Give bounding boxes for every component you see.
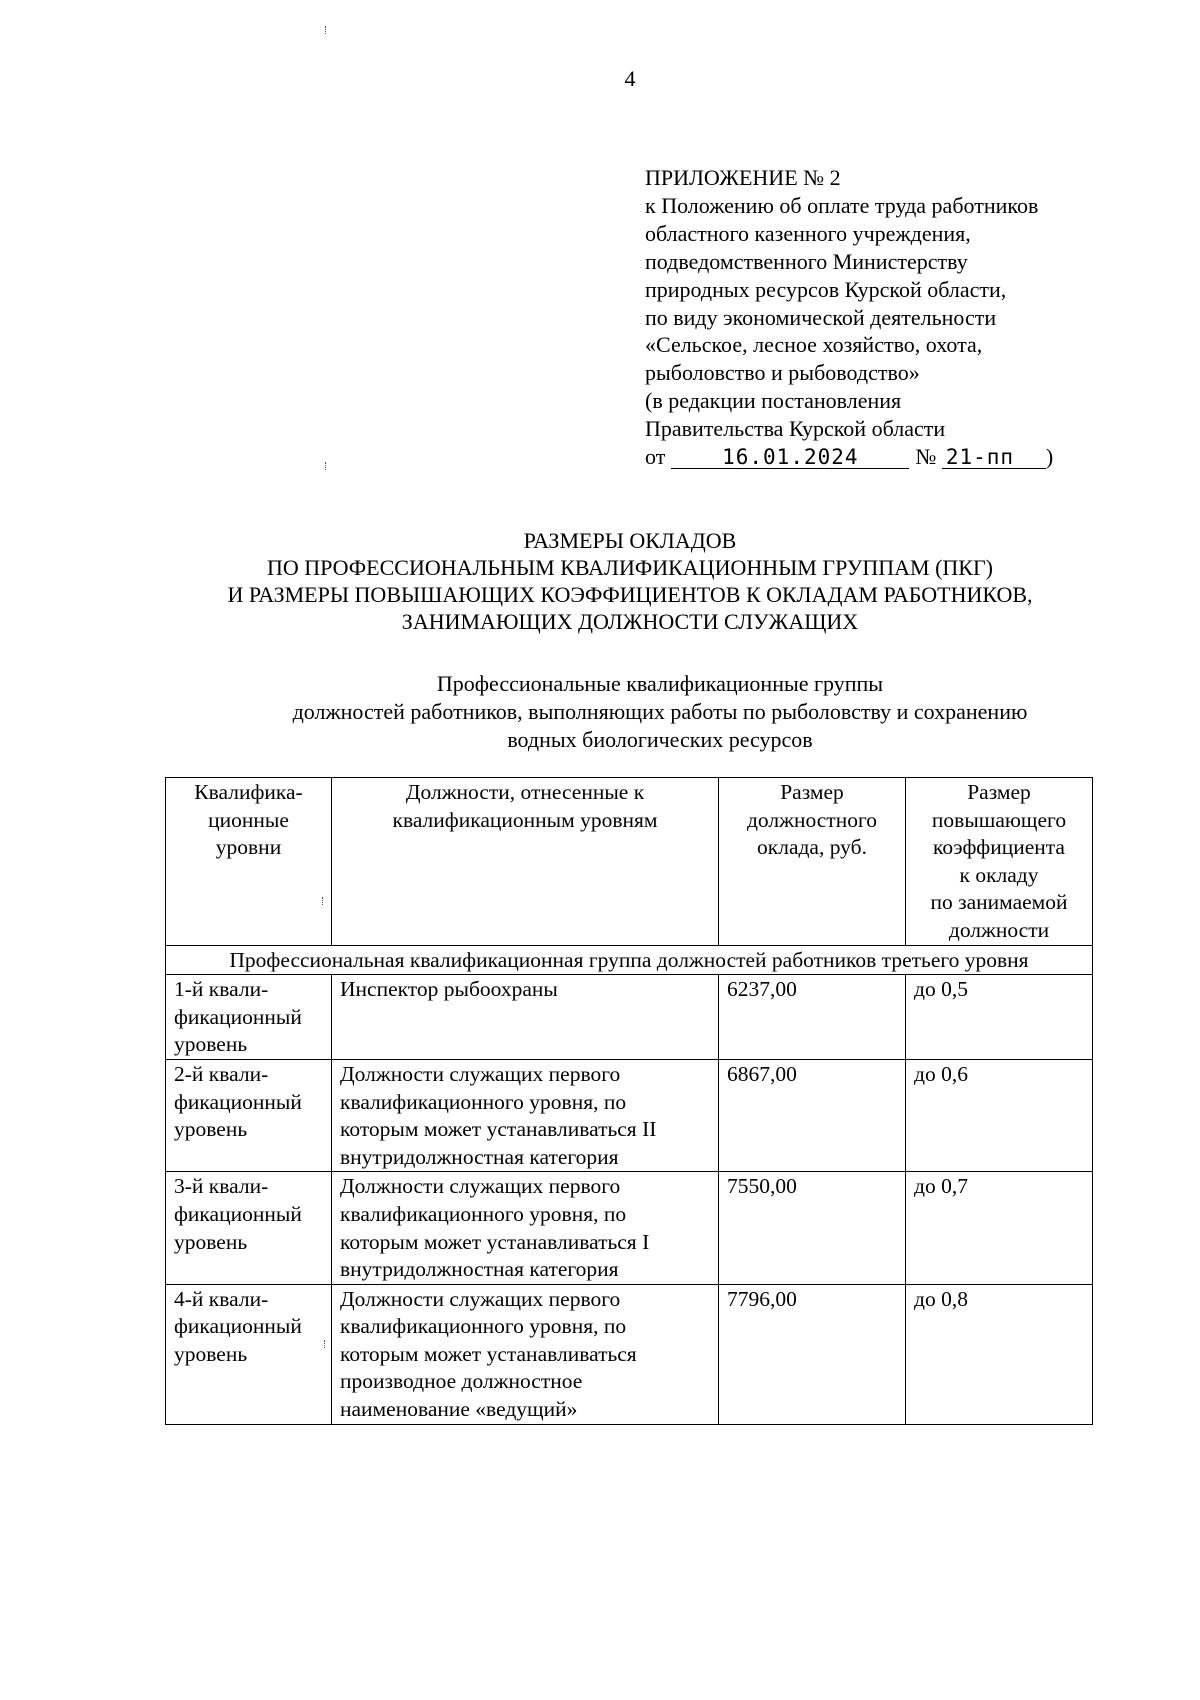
coefficient-cell: до 0,6 <box>906 1059 1093 1171</box>
document-title <box>150 527 1110 635</box>
salary-table <box>165 777 1093 1425</box>
header-positions: Должности, отнесенные к квалификационным уровням <box>392 780 658 832</box>
appendix-heading: ПРИЛОЖЕНИЕ № 2 <box>645 165 841 190</box>
positions-cell: Должности служащих первого квалификационного уровня, по которым может устанавливаться производное должностное наименование «ведущий» <box>340 1286 637 1422</box>
resolution-number: 21-пп <box>942 446 1046 469</box>
subtitle-line: водных биологических ресурсов <box>507 727 813 752</box>
from-label: от <box>645 444 666 470</box>
level-cell: 3-й квали- фикационный уровень <box>174 1174 302 1254</box>
closing-paren: ) <box>1045 444 1054 470</box>
salary-cell: 7550,00 <box>719 1172 906 1284</box>
group-title: Профессиональная квалификационная группа должностей работников третьего уровня <box>166 945 1093 975</box>
positions-cell: Инспектор рыбоохраны <box>340 977 558 1002</box>
scan-speck <box>322 897 326 905</box>
scan-speck <box>325 462 329 470</box>
level-cell: 2-й квали- фикационный уровень <box>174 1061 302 1142</box>
appendix-line: областного казенного учреждения, <box>645 220 971 246</box>
header-coefficient: Размер повышающего коэффициента к окладу по занимаемой должности <box>930 780 1068 942</box>
salary-cell: 6867,00 <box>719 1059 906 1171</box>
positions-cell: Должности служащих первого квалификационного уровня, по которым может устанавливаться I внутридолжностная категория <box>340 1174 650 1282</box>
number-label: № <box>915 444 937 470</box>
title-line: РАЗМЕРЫ ОКЛАДОВ <box>523 528 737 553</box>
level-cell: 4-й квали- фикационный уровень <box>174 1286 302 1366</box>
appendix-line: природных ресурсов Курской области, <box>645 276 1007 302</box>
level-cell: 1-й квали- фикационный уровень <box>174 977 302 1057</box>
subtitle-line: Профессиональные квалификационные группы <box>436 671 884 696</box>
coefficient-cell: до 0,5 <box>906 975 1093 1060</box>
appendix-line: к Положению об оплате труда работников <box>645 192 1039 218</box>
appendix-line: (в редакции постановления <box>645 388 902 414</box>
scan-speck <box>325 26 329 34</box>
table-row <box>166 975 1093 1060</box>
appendix-block <box>645 164 1105 471</box>
appendix-line: Правительства Курской области <box>645 416 946 442</box>
group-row <box>166 945 1093 975</box>
header-salary: Размер должностного оклада, руб. <box>746 780 877 860</box>
appendix-line: подведомственного Министерству <box>645 248 968 274</box>
scan-speck <box>324 1340 328 1348</box>
table-header-row <box>166 778 1093 946</box>
appendix-line: «Сельское, лесное хозяйство, охота, <box>645 332 983 358</box>
table-row <box>166 1059 1093 1171</box>
table-row <box>166 1172 1093 1284</box>
appendix-line: рыболовство и рыбоводство» <box>645 360 920 386</box>
document-subtitle <box>200 670 1120 754</box>
appendix-line: по виду экономической деятельности <box>645 304 997 330</box>
header-levels: Квалифика- ционные уровни <box>194 780 303 860</box>
title-line: ЗАНИМАЮЩИХ ДОЛЖНОСТИ СЛУЖАЩИХ <box>401 609 859 634</box>
title-line: И РАЗМЕРЫ ПОВЫШАЮЩИХ КОЭФФИЦИЕНТОВ К ОКЛАДАМ РАБОТНИКОВ, <box>227 582 1033 607</box>
salary-cell: 7796,00 <box>719 1284 906 1424</box>
coefficient-cell: до 0,7 <box>906 1172 1093 1284</box>
coefficient-cell: до 0,8 <box>906 1284 1093 1424</box>
title-line: ПО ПРОФЕССИОНАЛЬНЫМ КВАЛИФИКАЦИОННЫМ ГРУППАМ (ПКГ) <box>266 555 994 580</box>
resolution-date: 16.01.2024 <box>671 446 909 469</box>
table-row <box>166 1284 1093 1424</box>
subtitle-line: должностей работников, выполняющих работы по рыболовству и сохранению <box>292 699 1028 724</box>
salary-cell: 6237,00 <box>719 975 906 1060</box>
page-number: 4 <box>624 66 636 91</box>
positions-cell: Должности служащих первого квалификационного уровня, по которым может устанавливаться II внутридолжностная категория <box>340 1061 657 1169</box>
resolution-reference <box>645 443 1105 471</box>
